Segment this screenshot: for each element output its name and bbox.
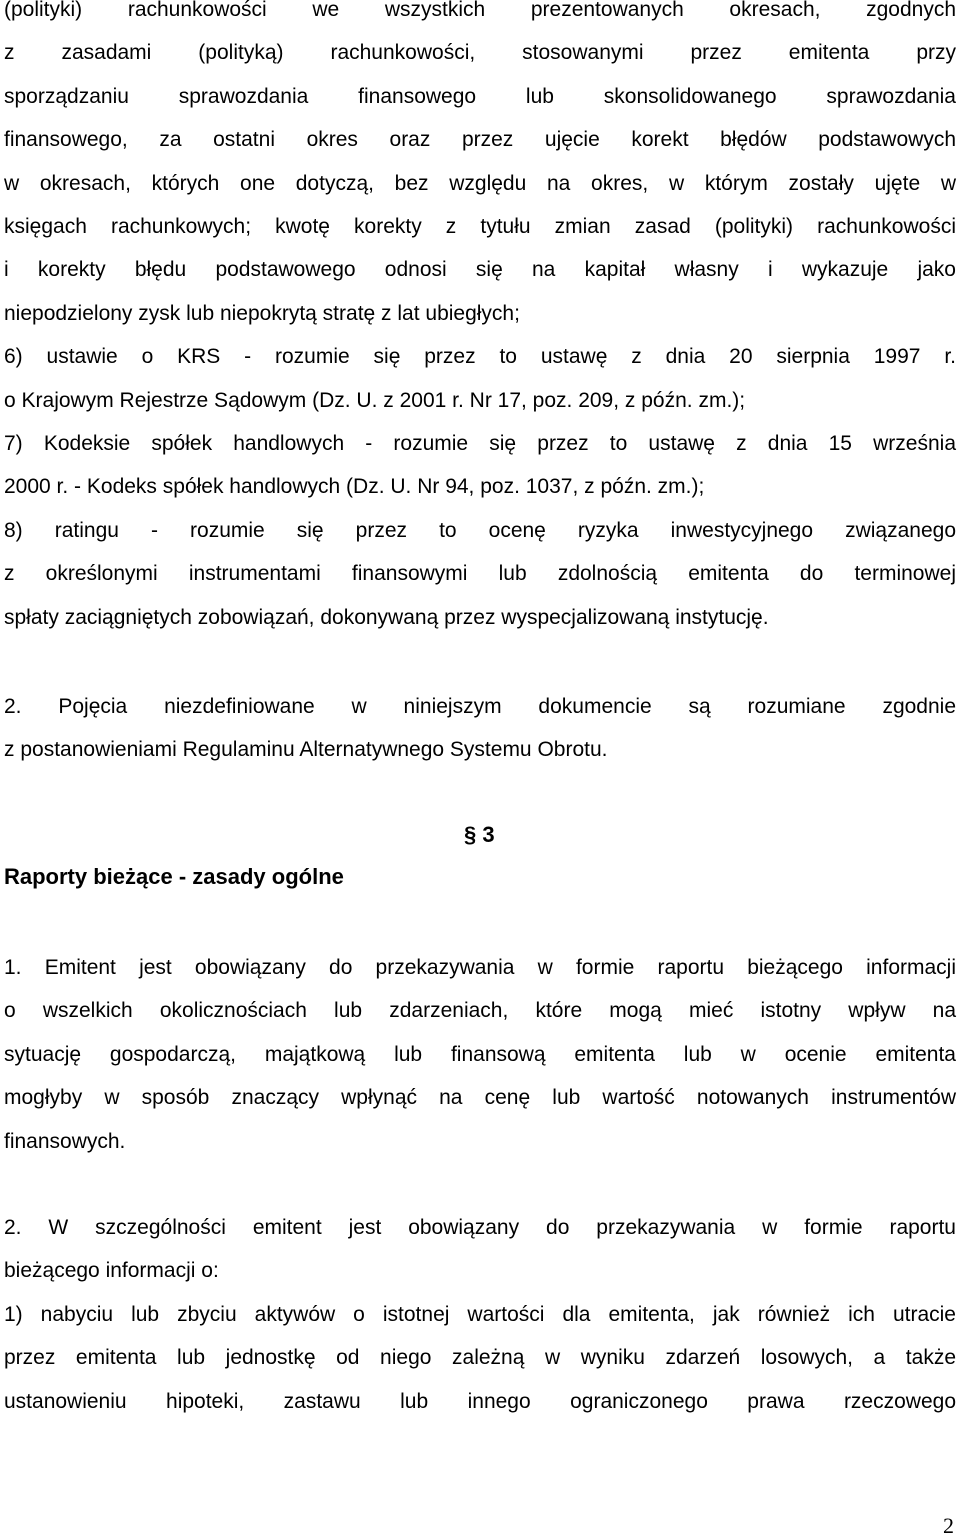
text-line: 8) ratingu - rozumie się przez to ocenę ryzyka inwestycyjnego związanego	[4, 518, 956, 542]
text-line: (polityki) rachunkowości we wszystkich prezentowanych okresach, zgodnych	[4, 0, 956, 21]
text-line: bieżącego informacji o:	[4, 1259, 219, 1283]
text-line: z postanowieniami Regulaminu Alternatywnego Systemu Obrotu.	[4, 738, 608, 762]
text-line: i korekty błędu podstawowego odnosi się na kapitał własny i wykazuje jako	[4, 258, 956, 282]
text-line: 2000 r. - Kodeks spółek handlowych (Dz. U. Nr 94, poz. 1037, z późn. zm.);	[4, 475, 705, 499]
text-line: sporządzaniu sprawozdania finansowego lub skonsolidowanego sprawozdania	[4, 84, 956, 108]
text-line: mogłyby w sposób znaczący wpłynąć na cenę lub wartość notowanych instrumentów	[4, 1086, 956, 1110]
paragraph-definitions	[4, 0, 956, 639]
text-line: niepodzielony zysk lub niepokrytą stratę z lat ubiegłych;	[4, 301, 520, 325]
paragraph-obligation	[4, 946, 956, 1163]
section-heading: Raporty bieżące - zasady ogólne	[4, 864, 344, 889]
text-line: spłaty zaciągniętych zobowiązań, dokonywaną przez wyspecjalizowaną instytucję.	[4, 605, 769, 629]
text-line: 1) nabyciu lub zbyciu aktywów o istotnej wartości dla emitenta, jak również ich utracie	[4, 1302, 956, 1326]
text-line: w okresach, których one dotyczą, bez względu na okres, w którym zostały ujęte w	[4, 171, 956, 195]
text-line: 2. W szczególności emitent jest obowiązany do przekazywania w formie raportu	[4, 1216, 956, 1239]
text-line: z zasadami (polityką) rachunkowości, stosowanymi przez emitenta przy	[4, 41, 956, 65]
text-line: 2. Pojęcia niezdefiniowane w niniejszym dokumencie są rozumiane zgodnie	[4, 695, 956, 718]
text-line: 6) ustawie o KRS - rozumie się przez to ustawę z dnia 20 sierpnia 1997 r.	[4, 345, 956, 369]
text-line: 7) Kodeksie spółek handlowych - rozumie się przez to ustawę z dnia 15 września	[4, 432, 956, 456]
text-line: księgach rachunkowych; kwotę korekty z tytułu zmian zasad (polityki) rachunkowości	[4, 215, 956, 239]
text-line: ustanowieniu hipoteki, zastawu lub innego ograniczonego prawa rzeczowego	[4, 1389, 956, 1413]
paragraph-undefined-terms	[4, 685, 956, 772]
text-line: finansowych.	[4, 1129, 126, 1153]
text-line: finansowego, za ostatni okres oraz przez ujęcie korekt błędów podstawowych	[4, 128, 956, 152]
text-line: 1. Emitent jest obowiązany do przekazywania w formie raportu bieżącego informacji	[4, 956, 956, 979]
text-line: o wszelkich okolicznościach lub zdarzeniach, które mogą mieć istotny wpływ na	[4, 999, 956, 1023]
section-number: § 3	[464, 822, 495, 847]
text-line: o Krajowym Rejestrze Sądowym (Dz. U. z 2001 r. Nr 17, poz. 209, z późn. zm.);	[4, 388, 746, 412]
page-number: 2	[943, 1513, 954, 1538]
text-line: z określonymi instrumentami finansowymi lub zdolnością emitenta do terminowej	[4, 562, 956, 586]
paragraph-specific-obligations	[4, 1206, 956, 1423]
text-line: sytuację gospodarczą, majątkową lub finansową emitenta lub w ocenie emitenta	[4, 1042, 956, 1066]
text-line: przez emitenta lub jednostkę od niego zależną w wyniku zdarzeń losowych, a także	[4, 1346, 956, 1370]
